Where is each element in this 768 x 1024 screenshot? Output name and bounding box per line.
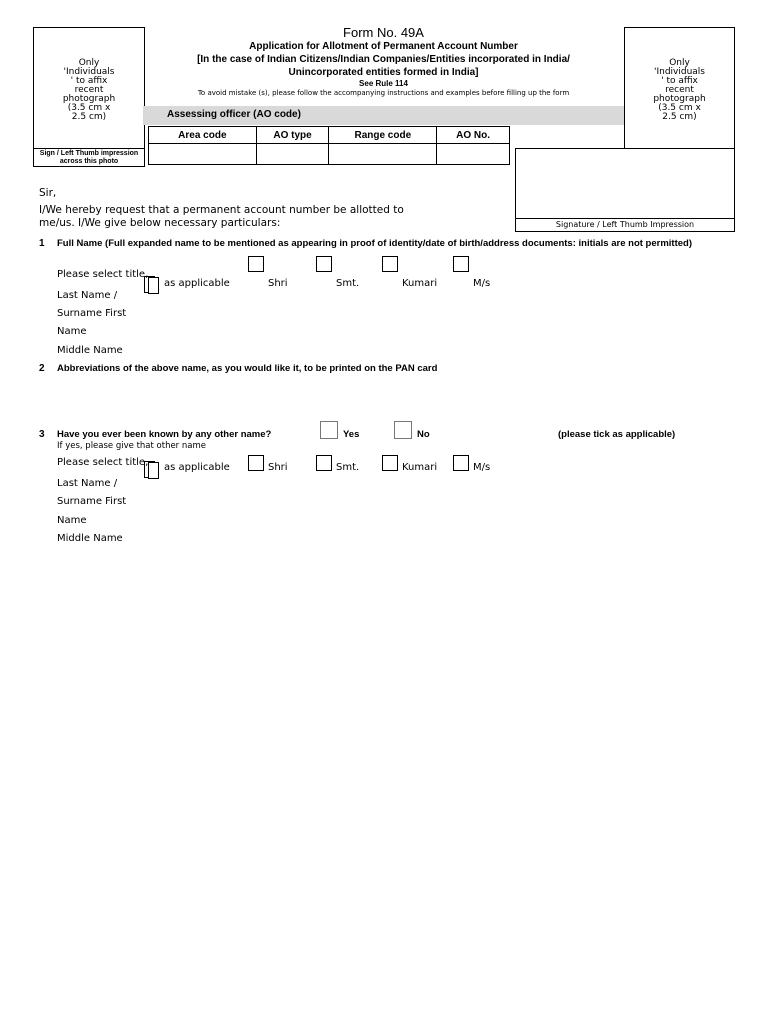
request-line-1: I/We hereby request that a permanent account number be allotted to [39, 204, 404, 216]
q3-as-applicable-label: as applicable [164, 462, 230, 473]
q3-last-name-label: Last Name / [57, 478, 118, 489]
ao-area-code-input[interactable] [149, 144, 257, 165]
q1-smt-label: Smt. [336, 278, 360, 289]
q3-ms-label: M/s [473, 462, 491, 473]
q1-select-title-label: Please select title, [57, 269, 149, 280]
salutation: Sir, [39, 187, 57, 199]
q2-abbreviation-heading: Abbreviations of the above name, as you would like it, to be printed on the PAN card [57, 363, 438, 374]
rule-reference: See Rule 114 [359, 79, 408, 88]
request-line-2: me/us. I/We give below necessary particulars: [39, 217, 281, 229]
form-subtitle-1: [In the case of Indian Citizens/Indian Companies/Entities incorporated in India/ [197, 54, 570, 65]
q3-tick-note: (please tick as applicable) [558, 429, 676, 440]
signature-box[interactable] [515, 148, 735, 232]
q1-full-name-heading: Full Name (Full expanded name to be mentioned as appearing in proof of identity/date of birth/address documents: initials are not permitted) [57, 238, 692, 249]
q3-other-name-question: Have you ever been known by any other name? [57, 429, 272, 440]
q1-surname-first-label: Surname First [57, 308, 127, 319]
ao-type-input[interactable] [256, 144, 329, 165]
q1-shri-label: Shri [268, 278, 288, 289]
q3-if-yes-note: If yes, please give that other name [57, 441, 206, 451]
q1-ms-checkbox[interactable] [453, 256, 469, 272]
signature-caption: Signature / Left Thumb Impression [516, 218, 734, 232]
q1-kumari-checkbox[interactable] [382, 256, 398, 272]
q3-shri-checkbox[interactable] [248, 455, 264, 471]
q1-shri-checkbox[interactable] [248, 256, 264, 272]
photo-box-right [624, 27, 735, 150]
ao-col-area-code: Area code [149, 127, 257, 144]
photo-instruction-left: Only 'Individuals ' to affix recent photograph (3.5 cm x 2.5 cm) [62, 58, 116, 122]
ao-range-code-input[interactable] [329, 144, 437, 165]
ao-code-title: Assessing officer (AO code) [167, 109, 301, 120]
q3-kumari-label: Kumari [402, 462, 438, 473]
ao-col-ao-no: AO No. [437, 127, 510, 144]
ao-no-input[interactable] [437, 144, 510, 165]
sign-thumb-caption-left: Sign / Left Thumb impression across this photo [34, 148, 144, 165]
q3-name-label: Name [57, 515, 87, 526]
q3-ms-checkbox[interactable] [453, 455, 469, 471]
q1-middle-name-label: Middle Name [57, 345, 123, 356]
ao-code-table [148, 126, 510, 165]
ao-col-ao-type: AO type [256, 127, 329, 144]
q1-as-applicable-label: as applicable [164, 278, 230, 289]
q2-number: 2 [39, 363, 45, 374]
ao-col-range-code: Range code [329, 127, 437, 144]
q3-surname-first-label: Surname First [57, 496, 127, 507]
q3-smt-label: Smt. [336, 462, 360, 473]
form-title: Application for Allotment of Permanent Account Number [249, 41, 518, 52]
q1-kumari-label: Kumari [402, 278, 438, 289]
q1-title-select-icon[interactable] [144, 276, 158, 293]
q1-number: 1 [39, 238, 45, 249]
photo-instruction-right: Only 'Individuals ' to affix recent photograph (3.5 cm x 2.5 cm) [653, 58, 706, 122]
q3-no-checkbox[interactable] [394, 421, 412, 439]
q1-smt-checkbox[interactable] [316, 256, 332, 272]
q3-yes-checkbox[interactable] [320, 421, 338, 439]
q3-number: 3 [39, 429, 45, 440]
q1-last-name-label: Last Name / [57, 290, 118, 301]
form-number: Form No. 49A [343, 25, 424, 40]
q1-ms-label: M/s [473, 278, 491, 289]
q3-yes-label: Yes [343, 429, 360, 440]
q3-no-label: No [417, 429, 430, 440]
q3-smt-checkbox[interactable] [316, 455, 332, 471]
form-subtitle-2: Unincorporated entities formed in India] [288, 67, 479, 78]
q3-middle-name-label: Middle Name [57, 533, 123, 544]
photo-box-left [33, 27, 145, 167]
instruction-note: To avoid mistake (s), please follow the accompanying instructions and examples before filling up the form [197, 89, 570, 97]
q3-kumari-checkbox[interactable] [382, 455, 398, 471]
q1-name-label: Name [57, 326, 87, 337]
q3-title-select-icon[interactable] [144, 461, 158, 478]
q3-shri-label: Shri [268, 462, 288, 473]
q3-select-title-label: Please select title, [57, 457, 149, 468]
